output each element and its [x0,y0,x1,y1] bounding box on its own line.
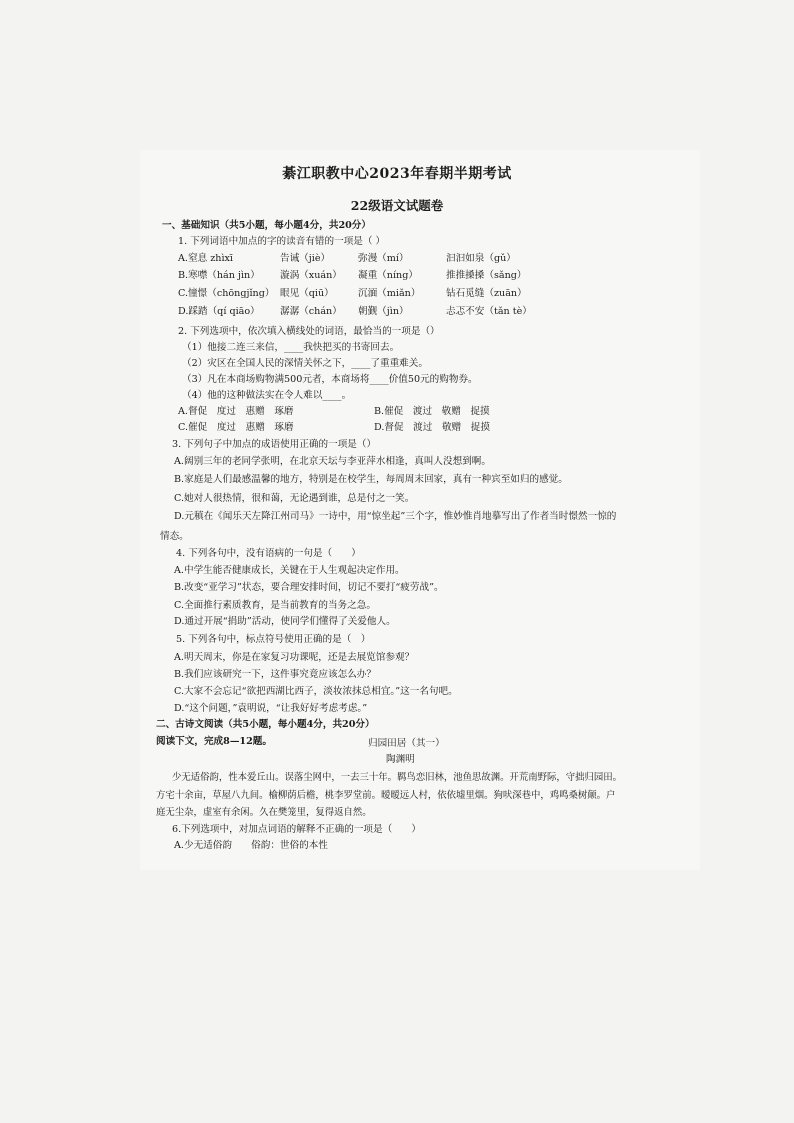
q1-d-2: 潺潺（chán） [280,306,342,317]
q1-a-3: 弥漫（mí） [358,253,409,264]
q1-option-b [178,270,527,282]
q2-option-a: A.督促 度过 惠赠 琢磨 [178,406,294,417]
q1-c-3: 沉湎（miǎn） [358,288,421,299]
exam-subtitle: 22级语文试题卷 [350,198,444,213]
q1-a-4: 汩汩如泉（gǔ） [446,253,516,264]
q4-stem: 4. 下列各句中，没有语病的一句是（ ） [176,548,361,559]
q2-stem: 2. 下列选项中，依次填入横线处的词语，最恰当的一项是（） [178,326,440,337]
q4-option-b: B.改变“亚学习”状态，要合理安排时间，切记不要打“疲劳战”。 [174,582,444,593]
poem-line-3: 庭无尘杂，虚室有余闲。久在樊笼里，复得返自然。 [156,807,372,818]
q3-option-d-cont: 情态。 [160,531,189,542]
q2-options-row-1 [178,406,490,418]
q1-a-2: 告诫（jiè） [280,253,331,264]
q2-options-row-2 [178,422,490,434]
q1-d-4: 忐忑不安（tǎn tè） [446,306,532,317]
q1-a-1: A.窒息 zhìxī [178,253,233,264]
q2-option-d: D.督促 渡过 敬赠 捉摸 [374,422,490,433]
q1-option-c [178,288,527,300]
q4-option-c: C.全面推行素质教育，是当前教育的当务之急。 [174,600,376,611]
q2-item-4: （4）他的这种做法实在令人难以____。 [182,390,352,401]
q3-option-a: A.阔别三年的老同学张明，在北京天坛与李亚萍水相逢，真叫人没想到啊。 [174,456,491,467]
q3-option-c: C.她对人很热情，很和蔼，无论遇到谁，总是付之一笑。 [174,493,415,504]
q1-b-2: 漩涡（xuán） [280,270,342,281]
q1-stem: 1. 下列词语中加点的字的读音有错的一项是（ ） [178,236,386,247]
q2-item-1: （1）他接二连三来信，____我快把买的书寄回去。 [182,342,400,353]
poem-line-1: 少无适俗韵，性本爱丘山。误落尘网中，一去三十年。羁鸟恋旧林，池鱼思故渊。开荒南野际，守拙归园田。 [172,772,623,783]
q5-option-b: B.我们应该研究一下，这件事究竟应该怎么办？ [174,669,376,680]
q1-d-3: 朝觐（jìn） [358,306,409,317]
q6-option-a: A.少无适俗韵 俗韵：世俗的本性 [174,840,328,851]
q5-option-d: D.“这个问题，”袁明说，“让我好好考虑考虑。” [174,703,368,714]
q5-option-c: C.大家不会忘记“欲把西湖比西子，淡妆浓抹总相宜。”这一名句吧。 [174,686,458,697]
q1-d-1: D.踩踏（qí qiāo） [178,306,260,317]
q3-option-b: B.家庭是人们最感温馨的地方，特别是在校学生，每周周末回家，真有一种宾至如归的感觉。 [174,474,568,485]
q1-c-1: C.憧憬（chōngjǐng） [178,288,275,299]
q1-option-a [178,253,516,265]
q6-stem: 6.下列选项中，对加点词语的解释不正确的一项是（ ） [172,824,421,835]
q4-option-a: A.中学生能否健康成长，关键在于人生观起决定作用。 [174,565,405,576]
q1-c-2: 眼见（qiū） [280,288,334,299]
section2-heading: 二、古诗文阅读（共5小题，每小题4分，共20分） [156,719,375,730]
q3-stem: 3. 下列句子中加点的成语使用正确的一项是（） [172,439,377,450]
q1-b-3: 凝重（níng） [358,270,418,281]
q5-stem: 5. 下列各句中，标点符号使用正确的是（ ） [176,634,371,645]
poem-line-2: 方宅十余亩，草屋八九间。榆柳荫后檐，桃李罗堂前。暧暧远人村，依依墟里烟。狗吠深巷中，鸡鸣桑树颠。户 [156,790,616,801]
exam-title: 綦江职教中心2023年春期半期考试 [282,166,512,182]
q3-option-d: D.元稹在《闻乐天左降江州司马》一诗中，用“惊坐起”三个字，惟妙惟肖地摹写出了作者当时憬然一惊的 [174,511,617,522]
q1-b-4: 推推搡搡（sǎng） [446,270,527,281]
poem-author: 陶渊明 [386,754,415,765]
q2-item-2: （2）灾区在全国人民的深情关怀之下，____了重重难关。 [182,358,428,369]
q1-b-1: B.寒噤（hán jìn） [178,270,260,281]
section2-instruction: 阅读下文，完成8—12题。 [156,736,272,747]
q2-item-3: （3）凡在本商场购物满500元者，本商场将____价值50元的购物券。 [182,374,478,385]
q5-option-a: A.明天周末，你是在家复习功课呢，还是去展览馆参观？ [174,652,415,663]
q1-c-4: 钻石觅缝（zuān） [446,288,527,299]
q4-option-d: D.通过开展“捐助”活动，使同学们懂得了关爱他人。 [174,616,396,627]
q1-option-d [178,306,532,318]
section1-heading: 一、基础知识（共5小题，每小题4分，共20分） [162,220,371,231]
poem-title: 归园田居（其一） [368,738,445,749]
q2-option-b: B.催促 渡过 敬赠 捉摸 [374,406,490,417]
q2-option-c: C.催促 度过 惠赠 琢磨 [178,422,294,433]
